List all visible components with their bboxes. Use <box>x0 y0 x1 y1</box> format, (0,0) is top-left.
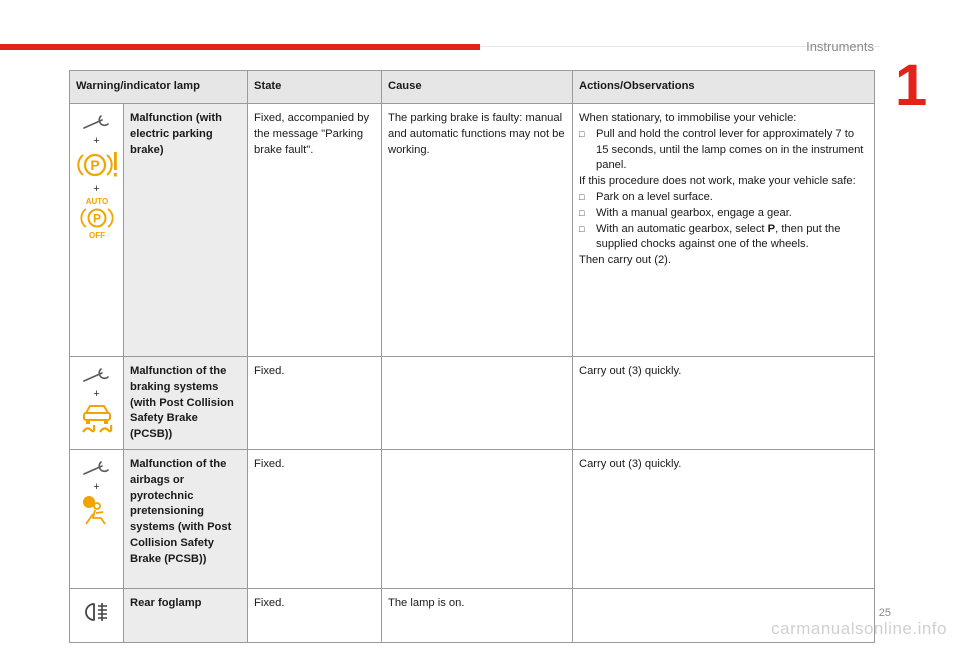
action-bullet: □ Pull and hold the control lever for approximately 7 to 15 seconds, until the lamp comes on in the instrument panel. <box>579 127 868 174</box>
table-row <box>70 357 875 450</box>
cause-cell <box>382 449 573 588</box>
action-bullet: □ Park on a level surface. <box>579 190 868 206</box>
column-header-actions: Actions/Observations <box>573 71 875 104</box>
state-cell: Fixed, accompanied by the message "Parking brake fault". <box>248 104 382 357</box>
row-icons <box>70 357 124 450</box>
plus-sign: + <box>93 388 100 400</box>
page-number: 25 <box>878 607 891 619</box>
svg-text:AUTO: AUTO <box>85 197 108 206</box>
airbag-icon <box>81 494 113 526</box>
skidding-car-icon <box>80 401 114 435</box>
row-icons <box>70 104 124 357</box>
checkbox-bullet-icon <box>579 127 596 174</box>
svg-text:OFF: OFF <box>88 231 105 240</box>
table-row <box>70 104 875 357</box>
cause-cell: The parking brake is faulty: manual and automatic functions may not be working. <box>382 104 573 357</box>
checkbox-bullet-icon <box>579 206 596 222</box>
plus-sign: + <box>93 480 100 493</box>
warning-lamp-table <box>69 70 875 643</box>
wrench-icon <box>82 365 112 387</box>
actions-text: Then carry out (2). <box>579 254 672 267</box>
wrench-icon <box>82 112 112 134</box>
actions-cell: Carry out (3) quickly. <box>573 357 875 450</box>
table-row <box>70 449 875 588</box>
svg-text:P: P <box>89 157 100 173</box>
parking-brake-fault-icon <box>75 148 119 182</box>
cause-cell: The lamp is on. <box>382 588 573 642</box>
chapter-number: 1 <box>895 53 928 118</box>
column-header-state: State <box>248 71 382 104</box>
action-bullet: □ With an automatic gearbox, select P, then put the supplied chocks against one of the wheels. <box>579 222 868 254</box>
column-header-cause: Cause <box>382 71 573 104</box>
lamp-name: Rear foglamp <box>124 588 248 642</box>
state-cell: Fixed. <box>248 449 382 588</box>
checkbox-bullet-icon <box>579 190 596 206</box>
wrench-icon <box>82 458 112 480</box>
column-header-lamp: Warning/indicator lamp <box>70 71 248 104</box>
row-icons <box>70 588 124 642</box>
section-title: Instruments <box>806 39 874 54</box>
cause-cell <box>382 357 573 450</box>
auto-parking-brake-off-icon <box>80 196 114 240</box>
plus-sign: + <box>93 183 100 195</box>
header-accent-bar <box>0 44 480 50</box>
state-cell: Fixed. <box>248 357 382 450</box>
actions-text: If this procedure does not work, make your vehicle safe: <box>579 175 856 188</box>
action-bullet: □ With a manual gearbox, engage a gear. <box>579 206 868 222</box>
lamp-name: Malfunction of the braking systems (with Post Collision Safety Brake (PCSB)) <box>124 357 248 450</box>
plus-sign: + <box>93 135 100 147</box>
svg-text:P: P <box>92 211 101 226</box>
lamp-name: Malfunction (with electric parking brake) <box>124 104 248 357</box>
watermark: carmanualsonline.info <box>771 619 947 638</box>
lamp-name: Malfunction of the airbags or pyrotechnic pretensioning systems (with Post Collision Safety Brake (PCSB)) <box>124 449 248 588</box>
checkbox-bullet-icon <box>579 222 596 254</box>
table-row <box>70 588 875 642</box>
state-cell: Fixed. <box>248 588 382 642</box>
table-header-row <box>70 71 875 104</box>
rear-foglamp-icon <box>84 601 110 623</box>
row-icons <box>70 449 124 588</box>
actions-text: When stationary, to immobilise your vehicle: <box>579 112 797 124</box>
actions-cell: Carry out (3) quickly. <box>573 449 875 588</box>
actions-cell <box>573 104 875 357</box>
